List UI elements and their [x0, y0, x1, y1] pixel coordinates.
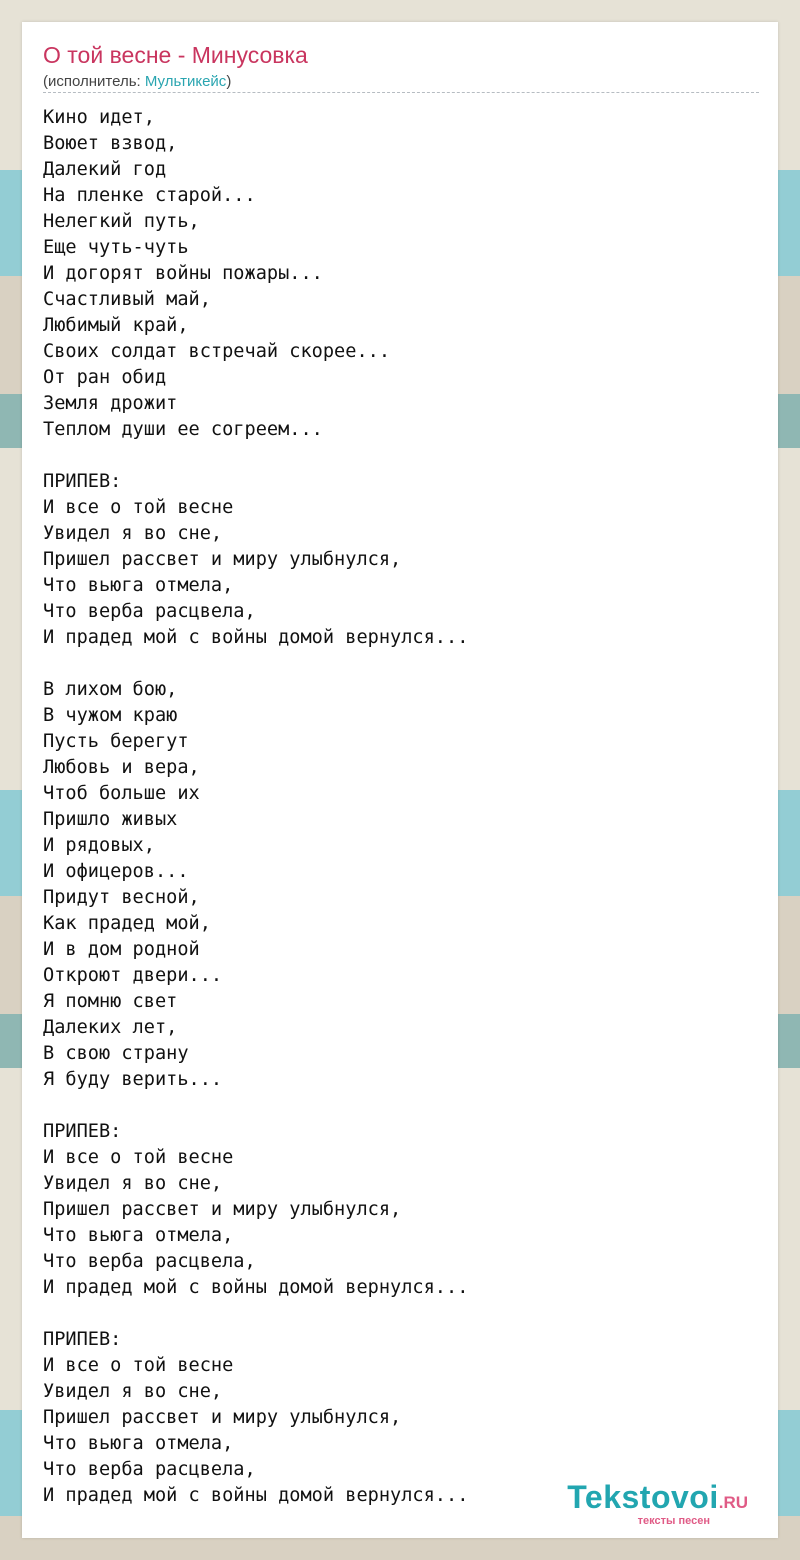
artist-link[interactable]: Мультикейс — [144, 73, 227, 90]
song-title: О той весне - Минусовка — [43, 42, 308, 68]
artist-suffix: ) — [226, 73, 232, 90]
logo-wordmark: Tekstovoi — [567, 1479, 719, 1515]
lyrics-text: Кино идет, Воюет взвод, Далекий год На пленке старой... Нелегкий путь, Еще чуть-чуть И догорят войны пожары... Счастливый май, Любимый край, Своих солдат встречай скорее... От ран обид Земля дрожит Теплом души ее согреем... ПРИПЕВ: И все о той весне Увидел я во сне, Пришел рассвет и миру улыбнулся, Что вьюга отмела, Что верба расцвела, И прадед мой с войны домой вернулся... В лихом бою, В чужом краю Пусть берегут Любовь и вера, Чтоб больше их Пришло живых И рядовых, И офицеров... Придут весной, Как прадед мой, И в дом родной Откроют двери... Я помню свет Далеких лет, В свою страну Я буду верить... ПРИПЕВ: И все о той весне Увидел я во сне, Пришел рассвет и миру улыбнулся, Что вьюга отмела, Что верба расцвела, И прадед мой с войны домой вернулся... ПРИПЕВ: И все о той весне Увидел я во сне, Пришел рассвет и миру улыбнулся, Что вьюга отмела, Что верба расцвела, И прадед мой с войны домой вернулся... — [43, 107, 469, 1506]
lyrics-card — [22, 22, 778, 1538]
artist-line — [43, 73, 231, 90]
logo-tld: .RU — [718, 1493, 748, 1512]
title-divider — [43, 92, 759, 93]
artist-prefix: (исполнитель: — [43, 73, 145, 90]
site-logo[interactable] — [567, 1479, 748, 1527]
logo-tagline: тексты песен — [637, 1515, 710, 1527]
